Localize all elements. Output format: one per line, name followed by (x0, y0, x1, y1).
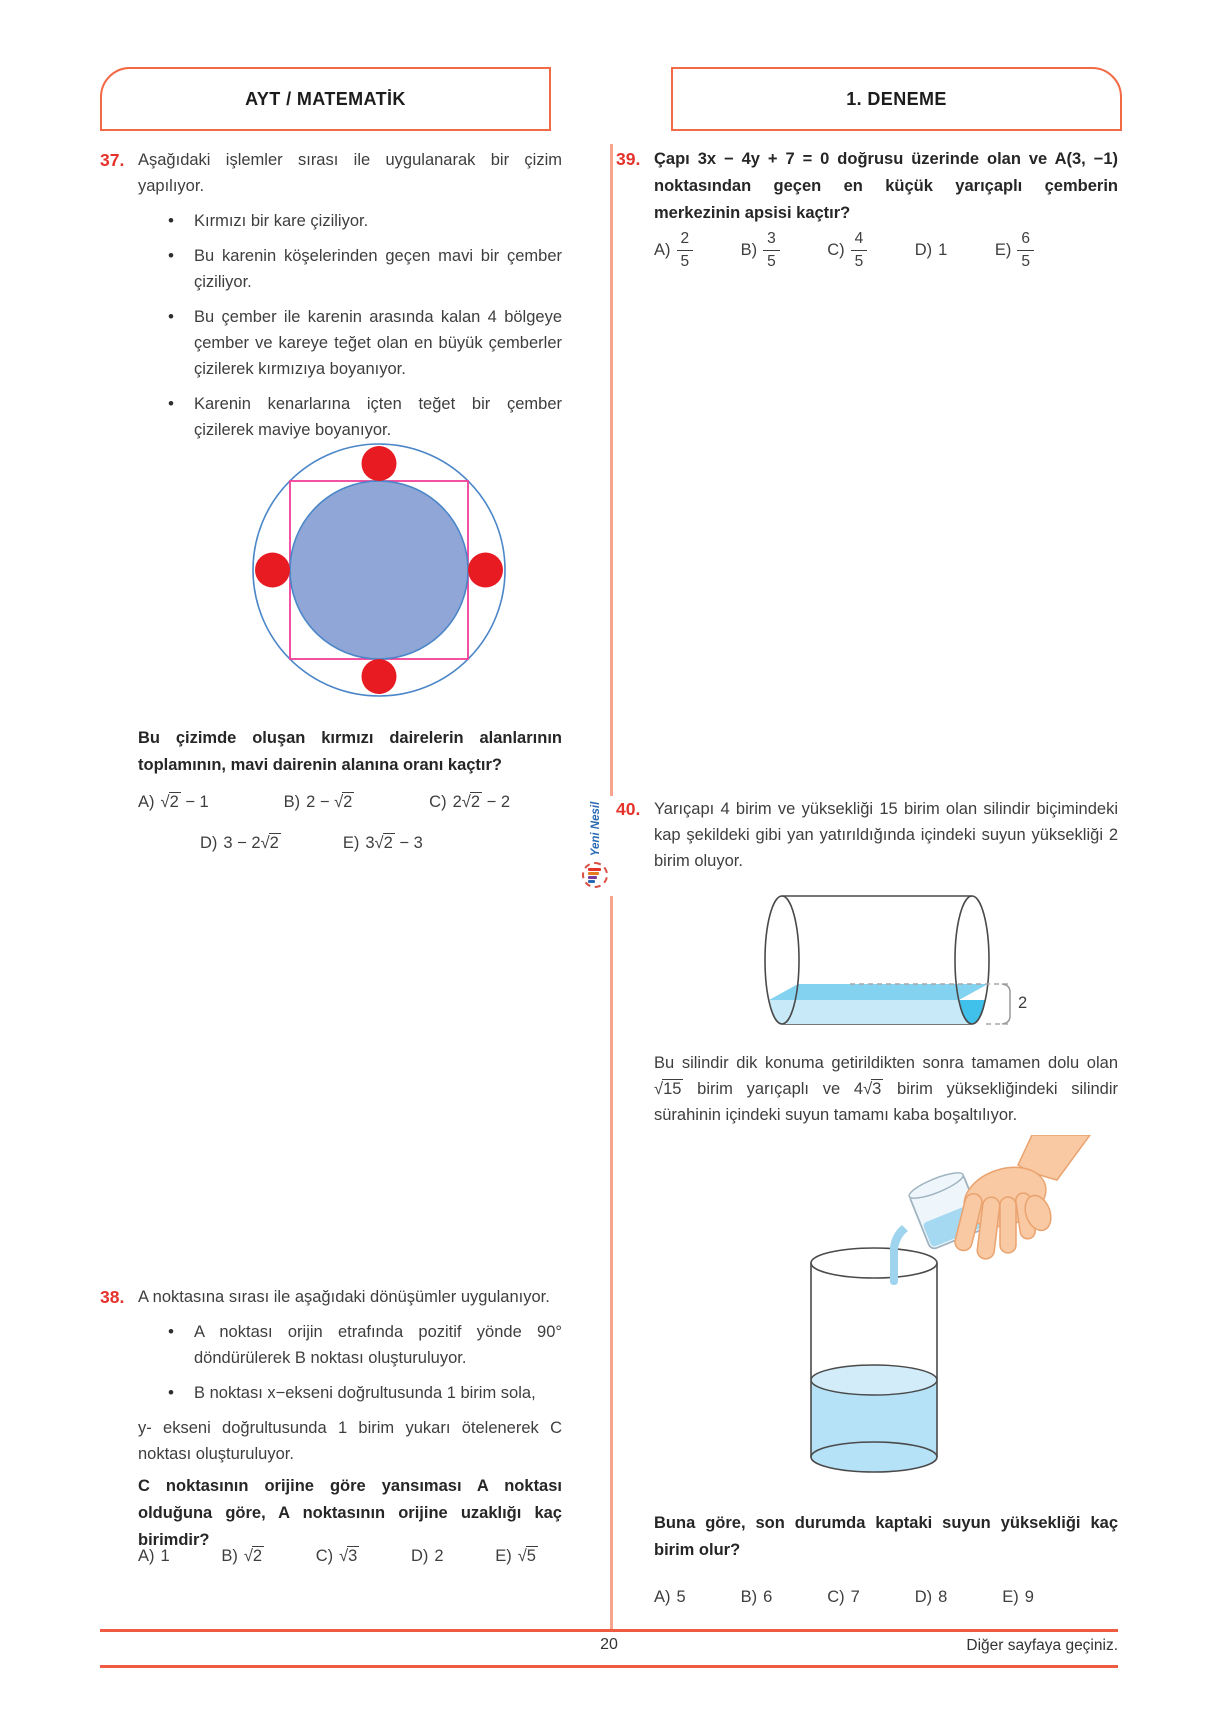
bullet-item: • Bu çember ile karenin arasında kalan 4 bölgeye çember ve kareye teğet olan en büyük çemberler çizilerek kırmızıya boyanıyor. (138, 304, 562, 382)
section-title: AYT / MATEMATİK (245, 88, 406, 109)
sqrt-expression: √3 (863, 1080, 882, 1098)
choice-label: A) (138, 1547, 155, 1565)
answer-choice (284, 793, 355, 812)
bullet-item: • Karenin kenarlarına içten teğet bir çember çizilerek maviye boyanıyor. (138, 391, 562, 443)
choice-value: √2 − 1 (160, 793, 209, 811)
answer-choice (138, 793, 209, 812)
q37-choices-row1 (138, 793, 510, 812)
answer-choice (654, 230, 693, 271)
choice-label: D) (914, 240, 933, 259)
answer-choice (316, 1547, 360, 1566)
blue-inner-circle (290, 481, 468, 659)
choice-value: 3 − 2√2 (223, 834, 279, 852)
choice-label: A) (654, 240, 671, 259)
choice-value: 2 − √2 (306, 793, 353, 811)
choice-value: 7 (850, 1588, 860, 1606)
question-prompt: Çapı 3x − 4y + 7 = 0 doğrusu üzerinde olan ve A(3, −1) noktasından geçen en küçük yarıçaplı çemberin merkezinin apsisi kaçtır? (654, 150, 1118, 222)
question-body (138, 1284, 562, 1467)
answer-choice (741, 230, 780, 271)
choice-label: C) (429, 793, 447, 811)
choice-value (339, 1547, 359, 1566)
answer-choice (827, 1588, 860, 1607)
fraction: $\frac{4}{5}$ (851, 230, 868, 271)
q37-prompt: Bu çizimde oluşan kırmızı dairelerin alanlarının toplamının, mavi dairenin alanına oranı kaçtır? (138, 729, 562, 774)
section-header-left (100, 67, 551, 131)
q37-choices-row2 (200, 834, 423, 853)
question-40 (616, 796, 1118, 874)
answer-choice (411, 1547, 444, 1566)
question-paragraph-1: Yarıçapı 4 birim ve yüksekliği 15 birim olan silindir biçimindeki kap şekildeki gibi yan yatırıldığında içindeki suyun yüksekliği 2 birim oluyor. (654, 800, 1118, 870)
choice-value: 3√2 − 3 (365, 834, 423, 852)
column-divider-top (610, 144, 613, 796)
bullet-list (138, 208, 562, 443)
logo-bar (588, 872, 599, 875)
logo-bar (588, 868, 601, 871)
exam-title: 1. DENEME (846, 88, 947, 109)
water-front (769, 1000, 972, 1024)
q40-horizontal-cylinder-figure (700, 888, 1030, 1048)
publisher-logo-text: Yeni Nesil (590, 801, 602, 857)
bullet-item: • Kırmızı bir kare çiziliyor. (138, 208, 562, 234)
sqrt-expression: √15 (654, 1080, 682, 1098)
answer-choice (221, 1547, 264, 1566)
choice-value: 1 (938, 240, 948, 259)
question-number: 40. (616, 799, 641, 819)
answer-choice (1002, 1588, 1034, 1607)
fraction: $\frac{3}{5}$ (763, 230, 780, 271)
q38-choices (138, 1547, 538, 1566)
sqrt-expression: √5 (517, 1547, 536, 1565)
question-number: 39. (616, 149, 641, 169)
sqrt-expression: √2 (334, 793, 353, 811)
choice-value: 6 (763, 1588, 773, 1606)
choice-label: D) (410, 1547, 429, 1565)
choice-value (1017, 230, 1034, 271)
answer-choice (200, 834, 281, 853)
water-top-surface (769, 984, 988, 1000)
choice-value: 2 (434, 1547, 444, 1565)
question-intro: A noktasına sırası ile aşağıdaki dönüşümler uygulanıyor. (138, 1288, 550, 1306)
page-number: 20 (600, 1636, 618, 1653)
footer-line-bottom (100, 1665, 1118, 1668)
fraction: $\frac{6}{5}$ (1017, 230, 1034, 271)
choice-value: 8 (938, 1588, 948, 1606)
answer-choice (995, 230, 1034, 271)
answer-choice (827, 230, 867, 271)
question-intro: Aşağıdaki işlemler sırası ile uygulanarak bir çizim yapılıyor. (138, 151, 562, 195)
choice-label: E) (495, 1547, 512, 1565)
column-divider-bottom (610, 896, 613, 1629)
red-circle-top (362, 446, 397, 481)
choice-label: C) (827, 1588, 845, 1606)
choice-value (763, 230, 780, 271)
red-circle-right (468, 553, 503, 588)
section-header-right (671, 67, 1122, 131)
question-body (138, 147, 562, 452)
q40-pouring-figure (780, 1135, 1120, 1510)
cylinder-bottom (811, 1442, 937, 1472)
choice-value: 2√2 − 2 (452, 793, 510, 811)
choice-value: 5 (676, 1588, 686, 1606)
hand (953, 1135, 1090, 1260)
question-37 (100, 147, 562, 452)
choice-value (244, 1547, 264, 1566)
sqrt-expression: √3 (339, 1547, 358, 1565)
answer-choice (915, 1588, 948, 1607)
bullet-item: • A noktası orijin etrafında pozitif yönde 90° döndürülerek B noktası oluşturuluyor. (138, 1319, 562, 1371)
question-number: 38. (100, 1287, 125, 1307)
choice-value: 1 (160, 1547, 170, 1565)
choice-label: A) (138, 793, 155, 811)
question-38 (100, 1284, 562, 1467)
answer-choice (138, 1547, 170, 1566)
question-number: 37. (100, 150, 125, 170)
footer-line-top (100, 1629, 1118, 1632)
water-surface (811, 1365, 937, 1395)
red-circle-bottom (362, 659, 397, 694)
answer-choice (495, 1547, 538, 1566)
choice-label: D) (200, 834, 218, 852)
answer-choice (429, 793, 510, 812)
sqrt-expression: √2 (160, 793, 179, 811)
q40-prompt: Buna göre, son durumda kaptaki suyun yüksekliği kaç birim olur? (654, 1514, 1118, 1559)
choice-value (677, 230, 694, 271)
choice-label: B) (740, 240, 758, 259)
fraction: $\frac{2}{5}$ (677, 230, 694, 271)
height-bracket (1002, 984, 1010, 1024)
answer-choice (741, 1588, 773, 1607)
q38-prompt: C noktasının orijine göre yansıması A noktası olduğuna göre, A noktasının orijine uzaklığı kaç birimdir? (138, 1477, 562, 1549)
choice-label: C) (827, 240, 845, 259)
choice-label: B) (221, 1547, 238, 1565)
red-circle-left (255, 553, 290, 588)
choice-value (518, 1547, 538, 1566)
q40-paragraph-2: Bu silindir dik konuma getirildikten sonra tamamen dolu olan √15 birim yarıçaplı ve 4√3 birim yüksekliğindeki silindir sürahinin içindeki suyun tamamı kaba boşaltılıyor. (654, 1054, 1119, 1124)
q37-figure (249, 440, 509, 700)
sqrt-expression: √2 (461, 793, 481, 811)
choice-label: C) (315, 1547, 334, 1565)
choice-label: E) (342, 834, 360, 852)
choice-label: E) (994, 240, 1012, 259)
finger (1000, 1197, 1016, 1253)
answer-choice (915, 241, 948, 260)
logo-bar (588, 876, 597, 879)
q40-choices (654, 1588, 1034, 1607)
choice-value (851, 230, 868, 271)
sqrt-expression: √2 (260, 834, 279, 852)
question-39 (616, 146, 1118, 227)
q39-choices (654, 228, 1034, 272)
choice-label: B) (283, 793, 301, 811)
bullet-item: • Bu karenin köşelerinden geçen mavi bir çember çiziliyor. (138, 243, 562, 295)
cylinder-mouth (811, 1248, 937, 1278)
choice-value: 9 (1024, 1588, 1034, 1606)
choice-label: D) (914, 1588, 933, 1606)
publisher-logo-icon (582, 862, 608, 888)
sqrt-expression: √2 (243, 1547, 263, 1565)
choice-label: B) (740, 1588, 758, 1606)
choice-label: E) (1002, 1588, 1019, 1606)
question-continuation: y- ekseni doğrultusunda 1 birim yukarı ötelenerek C noktası oluşturuluyor. (138, 1419, 562, 1463)
logo-bar (588, 880, 595, 883)
next-page-note: Diğer sayfaya geçiniz. (966, 1637, 1118, 1654)
choice-label: A) (654, 1588, 671, 1606)
answer-choice (654, 1588, 686, 1607)
sqrt-expression: √2 (374, 834, 393, 852)
bullet-list (138, 1319, 562, 1406)
water-height-label: 2 (1018, 994, 1028, 1012)
bullet-item: • B noktası x−ekseni doğrultusunda 1 birim sola, (138, 1380, 562, 1406)
answer-choice (343, 834, 423, 853)
